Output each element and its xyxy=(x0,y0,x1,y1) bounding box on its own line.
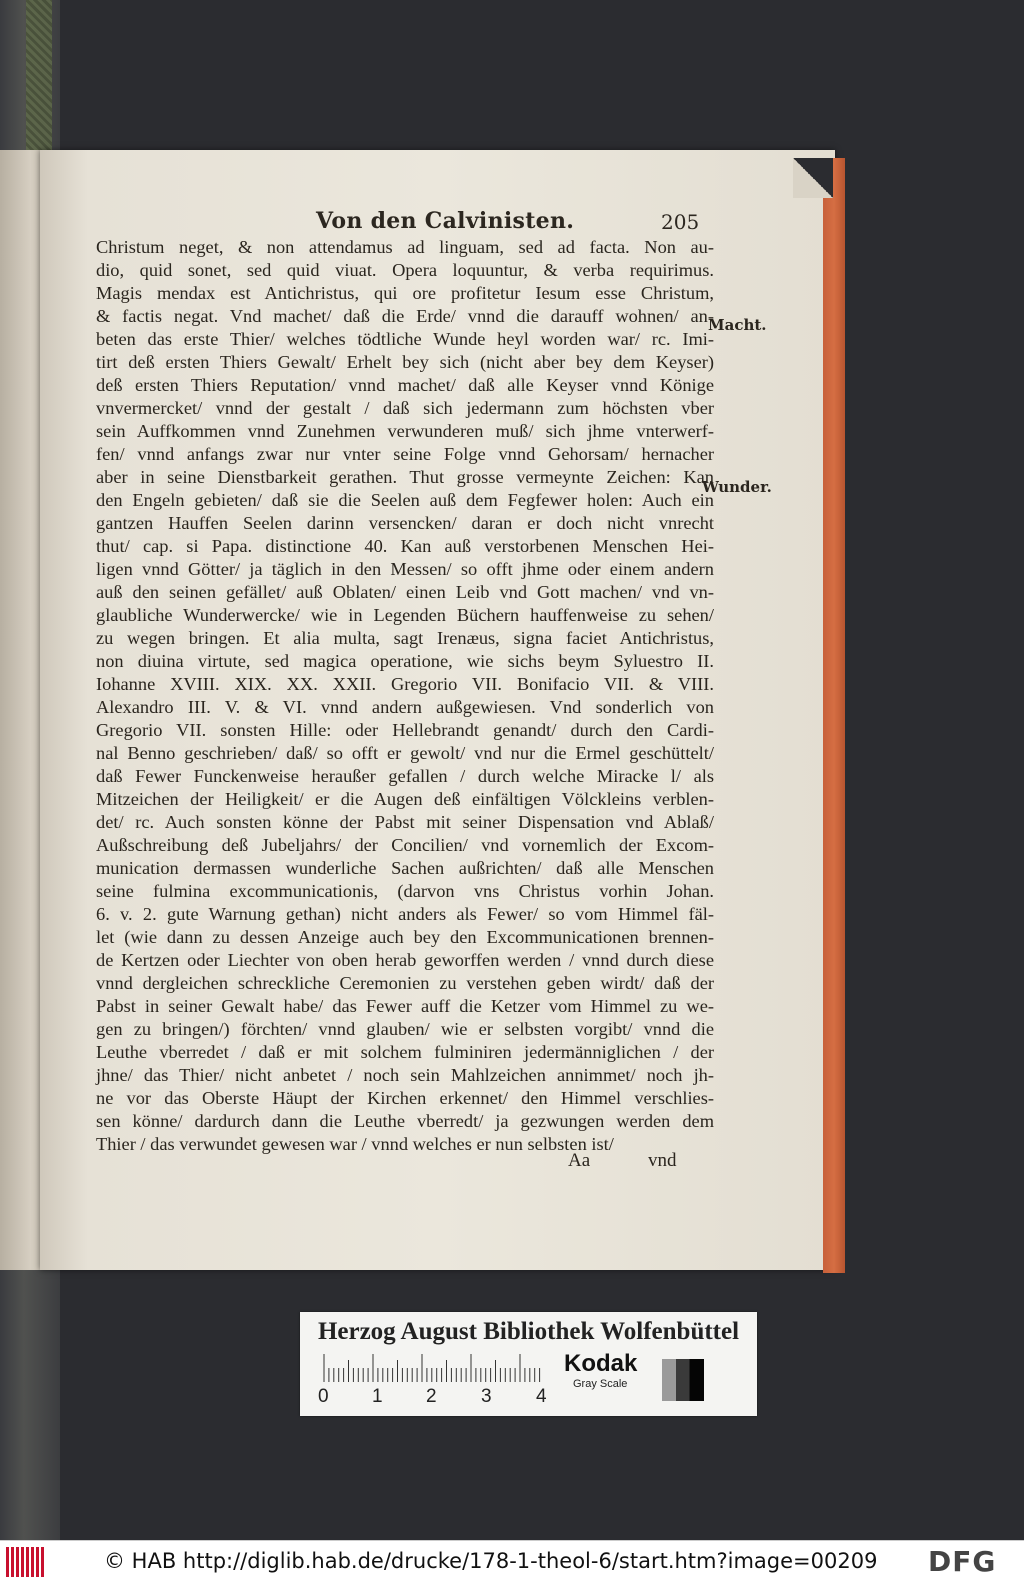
text-line: aber in seine Dienstbarkeit gerathen. Thut grosse vermeynte Zeichen: Kan xyxy=(96,467,714,487)
text-line: auß den seinen gefället/ auß Oblaten/ einen Leib vnd Gott machen/ vnd vn- xyxy=(96,582,714,602)
text-line: dio, quid sonet, sed quid viuat. Opera loquuntur, & verba requirimus. xyxy=(96,260,714,280)
gray-scale-label: Gray Scale xyxy=(573,1378,628,1390)
text-line: Alexandro III. V. & VI. vnnd andern außgewiesen. Vnd sonderlich von xyxy=(96,697,714,717)
signature-mark: Aa xyxy=(568,1150,591,1171)
running-head: Von den Calvinisten. xyxy=(316,208,575,234)
text-line: Pabst in seiner Gewalt habe/ das Fewer auff die Ketzer vom Himmel zu we- xyxy=(96,996,714,1016)
ruler-numbers xyxy=(318,1386,558,1410)
dfg-logo: DFG xyxy=(928,1545,997,1578)
ruler-number: 3 xyxy=(481,1386,492,1407)
text-line: det/ rc. Auch sonsten könne der Pabst mit seiner Dispensation vnd Ablaß/ xyxy=(96,812,714,832)
margin-note-wunder: Wunder. xyxy=(702,478,772,496)
text-line: sein Auffkommen vnnd Zunehmen verwunderen muß/ sich jhme vnterwerf- xyxy=(96,421,714,441)
page-corner-fold xyxy=(793,158,833,198)
text-line: tirt deß ersten Thiers Gewalt/ Erhelt bey sich (nicht aber bey dem Keyser) xyxy=(96,352,714,372)
text-line: ligen vnnd Götter/ ja täglich in den Messen/ so offt jhme oder einem andern xyxy=(96,559,714,579)
ruler-icon xyxy=(322,1354,544,1384)
footer-url[interactable]: © HAB http://diglib.hab.de/drucke/178-1-theol-6/start.htm?image=00209 xyxy=(104,1549,878,1573)
text-line: deß ersten Thiers Reputation/ vnnd machet/ daß alle Keyser vnnd Könige xyxy=(96,375,714,395)
text-line: Außschreibung deß Jubeljahrs/ der Concilien/ vnd vornemlich der Excom- xyxy=(96,835,714,855)
ruler-number: 0 xyxy=(318,1386,329,1407)
footer-bar xyxy=(0,1540,1024,1583)
text-line: thut/ cap. si Papa. distinctione 40. Kan auß verstorbenen Menschen Hei- xyxy=(96,536,714,556)
ruler-number: 1 xyxy=(372,1386,383,1407)
color-scale-card xyxy=(300,1312,757,1416)
text-line: seine fulmina excommunicationis, (darvon vns Christus vorhin Johan. xyxy=(96,881,714,901)
text-line: Thier / das verwundet gewesen war / vnnd welches er nun selbsten ist/ xyxy=(96,1134,614,1154)
body-text xyxy=(96,236,714,1156)
page-number: 205 xyxy=(661,210,700,234)
bookmark-ribbon xyxy=(26,0,52,150)
text-line: jhne/ das Thier/ nicht anbetet / noch sein Mahlzeichen annimmet/ noch jh- xyxy=(96,1065,714,1085)
text-line: munication dermassen wunderliche Sachen außrichten/ daß alle Menschen xyxy=(96,858,714,878)
text-line: 6. v. 2. gute Warnung gethan) nicht anders als Fewer/ so vom Himmel fäl- xyxy=(96,904,714,924)
margin-note-macht: Macht. xyxy=(708,316,767,334)
library-name: Herzog August Bibliothek Wolfenbüttel xyxy=(317,1318,740,1345)
text-line: let (wie dann zu dessen Anzeige auch bey den Excommunicationen brennen- xyxy=(96,927,714,947)
text-line: Leuthe vberredet / daß er mit solchem fulminiren jedermänniglichen / der xyxy=(96,1042,714,1062)
text-line: de Kertzen oder Liechter von oben herab geworffen werden / vnnd durch diese xyxy=(96,950,714,970)
text-line: zu wegen bringen. Et alia multa, sagt Irenæus, signa faciet Antichristus, xyxy=(96,628,714,648)
text-line: beten das erste Thier/ welches tödtliche Wunde heyl worden war/ rc. Imi- xyxy=(96,329,714,349)
ruler-number: 2 xyxy=(426,1386,437,1407)
text-line: & factis negat. Vnd machet/ daß die Erde/ vnnd die darauff wohnen/ an- xyxy=(96,306,714,326)
text-line: non diuina virtute, sed magica operatione, wie sichs beym Syluestro II. xyxy=(96,651,714,671)
text-line: Gregorio VII. sonsten Hille: oder Hellebrandt genandt/ durch den Cardi- xyxy=(96,720,714,740)
text-line: den Engeln gebieten/ daß sie die Seelen auß dem Fegfewer holen: Auch ein xyxy=(96,490,714,510)
page-edge-red xyxy=(823,158,845,1273)
gray-patch xyxy=(662,1359,704,1401)
text-line: ne vor das Oberste Häupt der Kirchen erkennet/ den Himmel verschlies- xyxy=(96,1088,714,1108)
text-line: gantzen Hauffen Seelen darinn versencken/ daran er doch nicht vnrecht xyxy=(96,513,714,533)
text-line: Magis mendax est Antichristus, qui ore profitetur Iesum esse Christum, xyxy=(96,283,714,303)
catchword: vnd xyxy=(648,1150,677,1171)
kodak-brand: Kodak xyxy=(564,1350,638,1377)
left-page-stack xyxy=(0,150,44,1270)
text-line: daß Fewer Funckenweise heraußer gefallen / durch welche Miracke l/ als xyxy=(96,766,714,786)
ruler-number: 4 xyxy=(536,1386,547,1407)
text-line: glaubliche Wunderwercke/ wie in Legenden Büchern hauffenweise zu sehen/ xyxy=(96,605,714,625)
text-line: Christum neget, & non attendamus ad linguam, sed ad facta. Non au- xyxy=(96,237,714,257)
text-line: Iohanne XVIII. XIX. XX. XXII. Gregorio VII. Bonifacio VII. & VIII. xyxy=(96,674,714,694)
text-line: sen könne/ dardurch dann die Leuthe vberredt/ ja gezwungen werden dem xyxy=(96,1111,714,1131)
text-line: gen zu bringen/) förchten/ vnnd glauben/ wie er selbsten vorgibt/ vnnd die xyxy=(96,1019,714,1039)
text-line: Mitzeichen der Heiligkeit/ er die Augen deß einfältigen Völckleins verblen- xyxy=(96,789,714,809)
text-line: fen/ vnnd anfangs zwar nur vnter seine Folge vnnd Gehorsam/ hernacher xyxy=(96,444,714,464)
text-line: nal Benno geschrieben/ daß/ so offt er gewolt/ vnd nur die Ermel geschüttelt/ xyxy=(96,743,714,763)
text-line: vnvermercket/ vnnd der gestalt / daß sich jedermann zum höchsten vber xyxy=(96,398,714,418)
text-line: vnnd dergleichen schreckliche Ceremonien zu verstehen geben wirdt/ daß der xyxy=(96,973,714,993)
hab-logo-icon xyxy=(6,1547,46,1577)
